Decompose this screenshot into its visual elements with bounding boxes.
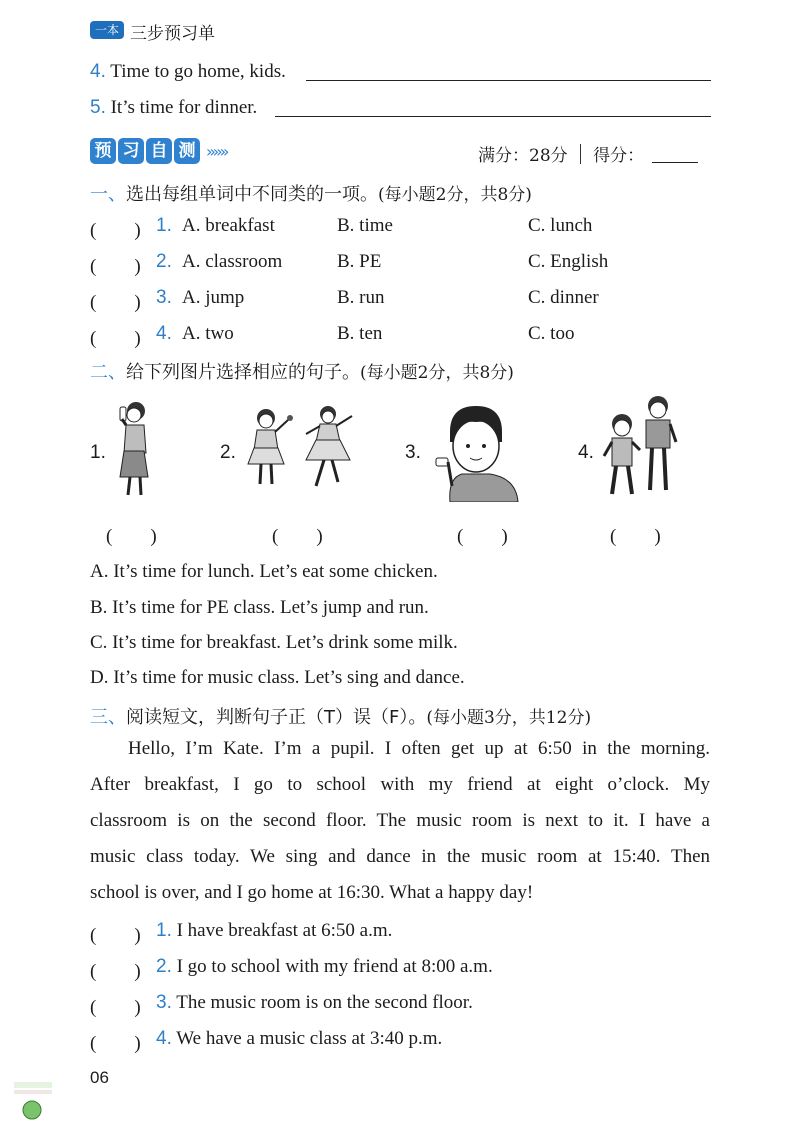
option-b: B. ten: [337, 323, 383, 344]
list-item: [90, 956, 710, 992]
list-item: [90, 1028, 710, 1064]
answer-paren[interactable]: ( ): [90, 925, 141, 946]
answer-paren[interactable]: ( ): [90, 961, 141, 982]
part-number: 三、: [90, 707, 126, 728]
corner-logo-icon: [12, 1080, 54, 1124]
question-text: 3. The music room is on the second floor.: [156, 992, 473, 1013]
passage-line: classroom is on the second floor. The music room is next to it. I have a: [90, 810, 710, 831]
question-number: 4.: [156, 323, 172, 344]
writing-text: It’s time for dinner.: [105, 97, 258, 118]
option-b: B. run: [337, 287, 385, 308]
answer-paren[interactable]: ( ): [90, 292, 141, 313]
girl-drinking-picture: [108, 395, 158, 503]
list-item: [90, 992, 710, 1028]
chevron-right-icon: »»»: [206, 141, 227, 161]
passage-line: After breakfast, I go to school with my friend at eight o’clock. My: [90, 774, 710, 795]
picture-label: 4.: [578, 442, 594, 463]
answer-paren[interactable]: ( ): [106, 526, 157, 547]
banner-char: 预: [90, 138, 116, 164]
part1-title: [90, 180, 532, 206]
answer-paren[interactable]: ( ): [90, 328, 141, 349]
picture-label: 1.: [90, 442, 106, 463]
writing-item-4: [90, 61, 286, 83]
answer-paren[interactable]: ( ): [90, 1033, 141, 1054]
option-a: A. breakfast: [182, 215, 275, 236]
part3-questions: [90, 920, 710, 1064]
question-number: 1.: [156, 215, 172, 236]
full-score: 满分：28分: [478, 146, 568, 166]
list-item: [90, 323, 730, 359]
picture-label: 3.: [405, 442, 421, 463]
question-text: 2. I go to school with my friend at 8:00 a.m.: [156, 956, 493, 977]
writing-item-5: [90, 97, 257, 119]
option-a: A. two: [182, 323, 234, 344]
option-c: C. lunch: [528, 215, 593, 236]
list-item: [90, 287, 730, 323]
option-c: C. It’s time for breakfast. Let’s drink some milk.: [90, 632, 458, 653]
part-note: (每小题2分，共8分): [378, 185, 532, 205]
part-note: (每小题2分，共8分): [360, 363, 514, 383]
answer-paren[interactable]: ( ): [90, 256, 141, 277]
part-number: 一、: [90, 184, 126, 205]
option-d: D. It’s time for music class. Let’s sing and dance.: [90, 667, 465, 688]
brand-badge: 一本: [90, 21, 124, 39]
self-test-banner: [90, 137, 226, 165]
option-a: A. jump: [182, 287, 245, 308]
answer-paren[interactable]: ( ): [90, 220, 141, 241]
option-c: C. too: [528, 323, 575, 344]
option-a: A. classroom: [182, 251, 283, 272]
picture-label: 2.: [220, 442, 236, 463]
option-b: B. It’s time for PE class. Let’s jump and run.: [90, 597, 429, 618]
part-number: 二、: [90, 362, 126, 383]
passage-line: school is over, and I go home at 16:30. What a happy day!: [90, 882, 534, 903]
part-title-text: 选出每组单词中不同类的一项。: [126, 184, 378, 205]
question-number: 2.: [156, 251, 172, 272]
score-area: [478, 141, 698, 166]
option-a: A. It’s time for lunch. Let’s eat some chicken.: [90, 561, 438, 582]
question-text: 1. I have breakfast at 6:50 a.m.: [156, 920, 393, 941]
score-label: 得分：: [593, 146, 645, 166]
answer-paren[interactable]: ( ): [90, 997, 141, 1018]
girls-singing-dancing-picture: [244, 402, 356, 494]
banner-char: 自: [146, 138, 172, 164]
page-number: 06: [90, 1068, 109, 1087]
banner-char: 测: [174, 138, 200, 164]
part-title-text: 阅读短文，判断句子正（T）误（F）。: [126, 707, 427, 728]
answer-line-5[interactable]: [275, 116, 711, 117]
score-input[interactable]: [652, 144, 698, 163]
list-item: [90, 251, 730, 287]
passage-line: Hello, I’m Kate. I’m a pupil. I often get up at 6:50 in the morning.: [128, 738, 710, 759]
banner-char: 习: [118, 138, 144, 164]
list-item: [90, 920, 710, 956]
answer-paren[interactable]: ( ): [272, 526, 323, 547]
part1-questions: [90, 215, 730, 359]
writing-num: 4.: [90, 61, 106, 82]
writing-num: 5.: [90, 97, 106, 118]
header-title: 三步预习单: [130, 24, 215, 44]
boys-running-picture: [598, 394, 682, 502]
question-number: 3.: [156, 287, 172, 308]
boy-eating-picture: [432, 402, 522, 502]
score-divider: [580, 144, 582, 164]
writing-text: Time to go home, kids.: [105, 61, 286, 82]
part2-title: [90, 358, 514, 384]
option-c: C. dinner: [528, 287, 599, 308]
option-b: B. time: [337, 215, 393, 236]
part-note: (每小题3分，共12分): [426, 708, 592, 728]
answer-line-4[interactable]: [306, 80, 711, 81]
answer-paren[interactable]: ( ): [457, 526, 508, 547]
part-title-text: 给下列图片选择相应的句子。: [126, 362, 360, 383]
part3-title: [90, 703, 591, 729]
reading-passage: [90, 731, 710, 911]
option-b: B. PE: [337, 251, 382, 272]
list-item: [90, 215, 730, 251]
passage-line: music class today. We sing and dance in the music room at 15:40. Then: [90, 846, 710, 867]
question-text: 4. We have a music class at 3:40 p.m.: [156, 1028, 443, 1049]
answer-paren[interactable]: ( ): [610, 526, 661, 547]
option-c: C. English: [528, 251, 609, 272]
